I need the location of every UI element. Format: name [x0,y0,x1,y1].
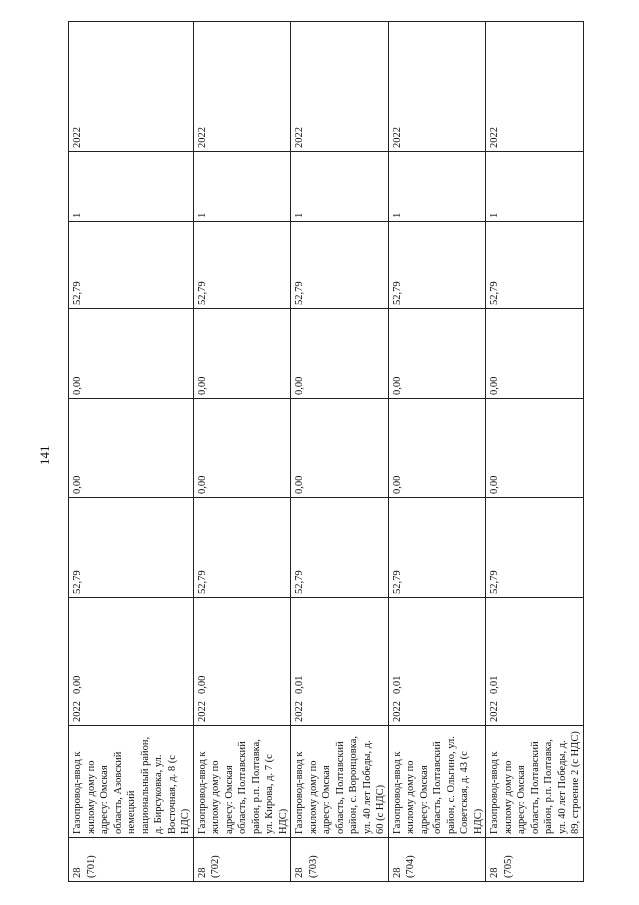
year-cell-1: 2022 [486,22,584,152]
value-4: 0,00 [486,309,584,399]
year-value-cell [69,598,194,726]
start-year: 2022 [391,701,403,722]
value-6: 1 [486,152,584,222]
year-cell-1: 2022 [69,22,194,152]
row-index-sub: (704) [405,855,416,878]
value-6: 1 [388,152,486,222]
start-year: 2022 [489,701,500,722]
value-1: 0,01 [489,675,500,694]
value-1: 0,00 [196,675,208,694]
row-index-number: 28 [294,867,305,878]
row-index-cell [388,838,486,882]
value-6: 1 [291,152,389,222]
year-cell-1: 2022 [388,22,486,152]
value-1: 0,01 [294,675,305,694]
row-index-cell [291,838,389,882]
value-2: 52,79 [69,498,194,598]
start-year: 2022 [72,701,83,722]
table-host [68,22,582,882]
value-4: 0,00 [291,309,389,399]
value-2: 52,79 [291,498,389,598]
row-index-number: 28 [489,867,500,878]
value-5: 52,79 [69,222,194,309]
value-3: 0,00 [486,399,584,498]
value-5: 52,79 [388,222,486,309]
value-5: 52,79 [193,222,291,309]
value-1: 0,01 [391,675,403,694]
row-index-number: 28 [391,867,403,878]
year-value-cell [291,598,389,726]
value-2: 52,79 [193,498,291,598]
row-index-cell [193,838,291,882]
value-3: 0,00 [193,399,291,498]
value-1: 0,00 [72,675,83,694]
object-description: Газопровод-ввод к жилому дому по адресу: Омская область, Азовский немецкий национальный район, д. Бирсуковка, ул. Восточная, д. 8 (с НДС) [69,726,194,838]
value-4: 0,00 [69,309,194,399]
table-row [291,22,389,882]
year-value-cell [193,598,291,726]
row-index-sub: (701) [85,855,97,878]
start-year: 2022 [196,701,208,722]
value-3: 0,00 [388,399,486,498]
value-6: 1 [69,152,194,222]
table-row [69,22,194,882]
table-row [193,22,291,882]
start-year: 2022 [294,701,305,722]
page-number: 141 [37,445,52,465]
object-description: Газопровод-ввод к жилому дому по адресу: Омская область, Полтавский район, р.п. Полтавка, ул. Кирова, д. 7 (с НДС) [193,726,291,838]
value-6: 1 [193,152,291,222]
year-value-cell [388,598,486,726]
value-5: 52,79 [291,222,389,309]
row-index-sub: (705) [502,855,514,878]
value-3: 0,00 [291,399,389,498]
table-row [388,22,486,882]
rotated-sheet [68,22,582,882]
value-3: 0,00 [69,399,194,498]
row-index-cell [69,838,194,882]
value-5: 52,79 [486,222,584,309]
table-row [486,22,584,882]
year-value-cell [486,598,584,726]
value-2: 52,79 [486,498,584,598]
table-body [69,22,584,882]
year-cell-1: 2022 [291,22,389,152]
object-description: Газопровод-ввод к жилому дому по адресу: Омская область, Полтавский район, с. Ольгино, ул. Советская, д. 43 (с НДС) [388,726,486,838]
value-4: 0,00 [193,309,291,399]
value-2: 52,79 [388,498,486,598]
investment-table [68,21,584,882]
row-index-number: 28 [196,867,208,878]
row-index-sub: (702) [210,855,221,878]
row-index-number: 28 [72,867,83,878]
row-index-sub: (703) [307,855,319,878]
row-index-cell [486,838,584,882]
object-description: Газопровод-ввод к жилому дому по адресу: Омская область, Полтавский район, с. Воронцовка, ул. 40 лет Победы, д. 60 (с НДС) [291,726,389,838]
object-description: Газопровод-ввод к жилому дому по адресу: Омская область, Полтавский район, р.п. Полтавка, ул. 40 лет Победы, д. 89, строение 2 (с НДС) [486,726,584,838]
year-cell-1: 2022 [193,22,291,152]
value-4: 0,00 [388,309,486,399]
